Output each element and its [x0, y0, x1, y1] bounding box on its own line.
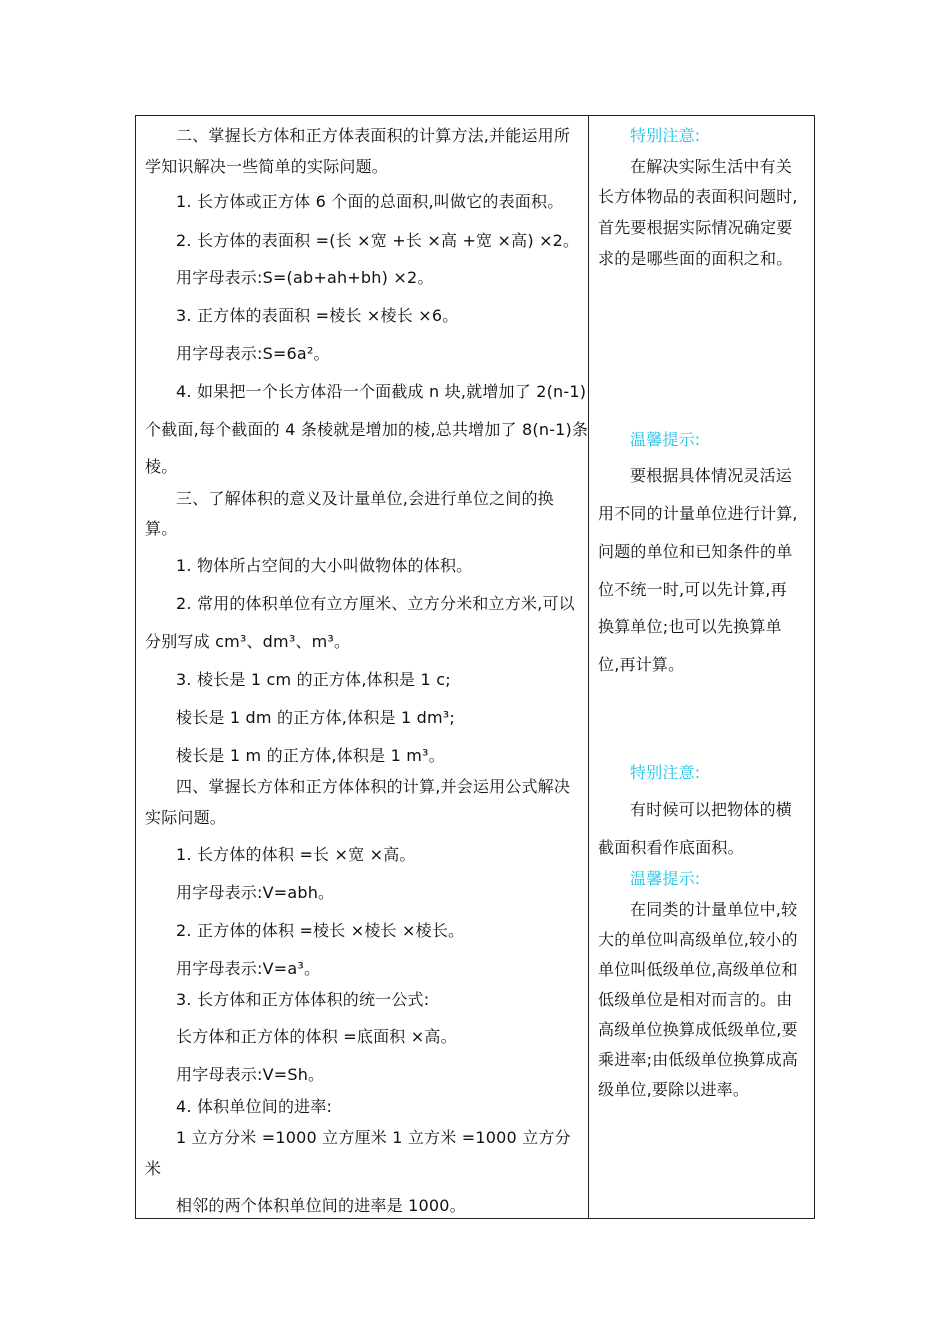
note-2-line-6: 位,再计算。 [598, 655, 685, 674]
surface-area-definition: 1. 长方体或正方体 6 个面的总面积,叫做它的表面积。 [176, 192, 564, 211]
note-2-line-4: 位不统一时,可以先计算,再 [598, 580, 787, 599]
note-2-line-2: 用不同的计量单位进行计算, [598, 504, 798, 523]
cube-surface-area-formula: 3. 正方体的表面积 =棱长 ×棱长 ×6。 [176, 306, 459, 325]
unit-rates-heading: 4. 体积单位间的进率: [176, 1097, 333, 1116]
section-3-heading-line-2: 算。 [145, 519, 178, 538]
cut-cuboid-line-1: 4. 如果把一个长方体沿一个面截成 n 块,就增加了 2(n-1) [176, 382, 587, 401]
note-4-line-7: 级单位,要除以进率。 [598, 1080, 750, 1099]
note-2-line-1: 要根据具体情况灵活运 [630, 466, 793, 485]
unit-cube-cm: 3. 棱长是 1 cm 的正方体,体积是 1 c; [176, 670, 451, 689]
note-1-line-3: 首先要根据实际情况确定要 [598, 218, 793, 237]
note-3-line-1: 有时候可以把物体的横 [630, 800, 793, 819]
unified-formula: 长方体和正方体的体积 =底面积 ×高。 [176, 1027, 457, 1046]
volume-units-line-2: 分别写成 cm³、dm³、m³。 [145, 632, 351, 651]
section-2-heading-line-1: 二、掌握长方体和正方体表面积的计算方法,并能运用所 [176, 126, 571, 145]
section-4-heading-line-1: 四、掌握长方体和正方体体积的计算,并会运用公式解决 [176, 777, 571, 796]
cuboid-surface-area-formula: 2. 长方体的表面积 =(长 ×宽 +长 ×高 +宽 ×高) ×2。 [176, 231, 580, 250]
cuboid-volume-formula: 1. 长方体的体积 =长 ×宽 ×高。 [176, 845, 416, 864]
note-2-line-5: 换算单位;也可以先换算单 [598, 617, 782, 636]
unit-rates-line-1: 1 立方分米 =1000 立方厘米 1 立方米 =1000 立方分 [176, 1128, 571, 1147]
note-heading-tip-2: 温馨提示: [630, 869, 701, 888]
section-4-heading-line-2: 实际问题。 [145, 808, 227, 827]
unit-rates-line-2: 米 [145, 1159, 162, 1178]
cut-cuboid-line-2: 个截面,每个截面的 4 条棱就是增加的棱,总共增加了 8(n-1)条 [145, 420, 589, 439]
cuboid-surface-area-letters: 用字母表示:S=(ab+ah+bh) ×2。 [176, 268, 434, 287]
note-heading-attention-2: 特别注意: [630, 763, 701, 782]
cube-volume-formula: 2. 正方体的体积 =棱长 ×棱长 ×棱长。 [176, 921, 465, 940]
note-2-line-3: 问题的单位和已知条件的单 [598, 542, 793, 561]
volume-units-line-1: 2. 常用的体积单位有立方厘米、立方分米和立方米,可以 [176, 594, 575, 613]
column-divider [588, 115, 589, 1219]
unified-formula-heading: 3. 长方体和正方体体积的统一公式: [176, 990, 430, 1009]
note-3-line-2: 截面积看作底面积。 [598, 838, 744, 857]
cube-surface-area-letters: 用字母表示:S=6a²。 [176, 344, 330, 363]
note-4-line-6: 乘进率;由低级单位换算成高 [598, 1050, 798, 1069]
cut-cuboid-line-3: 棱。 [145, 457, 178, 476]
note-4-line-1: 在同类的计量单位中,较 [630, 900, 798, 919]
note-heading-attention-1: 特别注意: [630, 126, 701, 145]
volume-definition: 1. 物体所占空间的大小叫做物体的体积。 [176, 556, 473, 575]
adjacent-unit-rate: 相邻的两个体积单位间的进率是 1000。 [176, 1196, 466, 1215]
cuboid-volume-letters: 用字母表示:V=abh。 [176, 883, 335, 902]
section-3-heading-line-1: 三、了解体积的意义及计量单位,会进行单位之间的换 [176, 489, 554, 508]
note-1-line-1: 在解决实际生活中有关 [630, 157, 793, 176]
section-2-heading-line-2: 学知识解决一些简单的实际问题。 [145, 157, 389, 176]
unit-cube-m: 棱长是 1 m 的正方体,体积是 1 m³。 [176, 746, 445, 765]
note-4-line-4: 低级单位是相对而言的。由 [598, 990, 793, 1009]
unit-cube-dm: 棱长是 1 dm 的正方体,体积是 1 dm³; [176, 708, 455, 727]
note-1-line-2: 长方体物品的表面积问题时, [598, 187, 798, 206]
note-4-line-2: 大的单位叫高级单位,较小的 [598, 930, 798, 949]
note-heading-tip-1: 温馨提示: [630, 430, 701, 449]
note-4-line-3: 单位叫低级单位,高级单位和 [598, 960, 798, 979]
note-4-line-5: 高级单位换算成低级单位,要 [598, 1020, 798, 1039]
note-1-line-4: 求的是哪些面的面积之和。 [598, 249, 793, 268]
cube-volume-letters: 用字母表示:V=a³。 [176, 959, 321, 978]
unified-formula-letters: 用字母表示:V=Sh。 [176, 1065, 325, 1084]
